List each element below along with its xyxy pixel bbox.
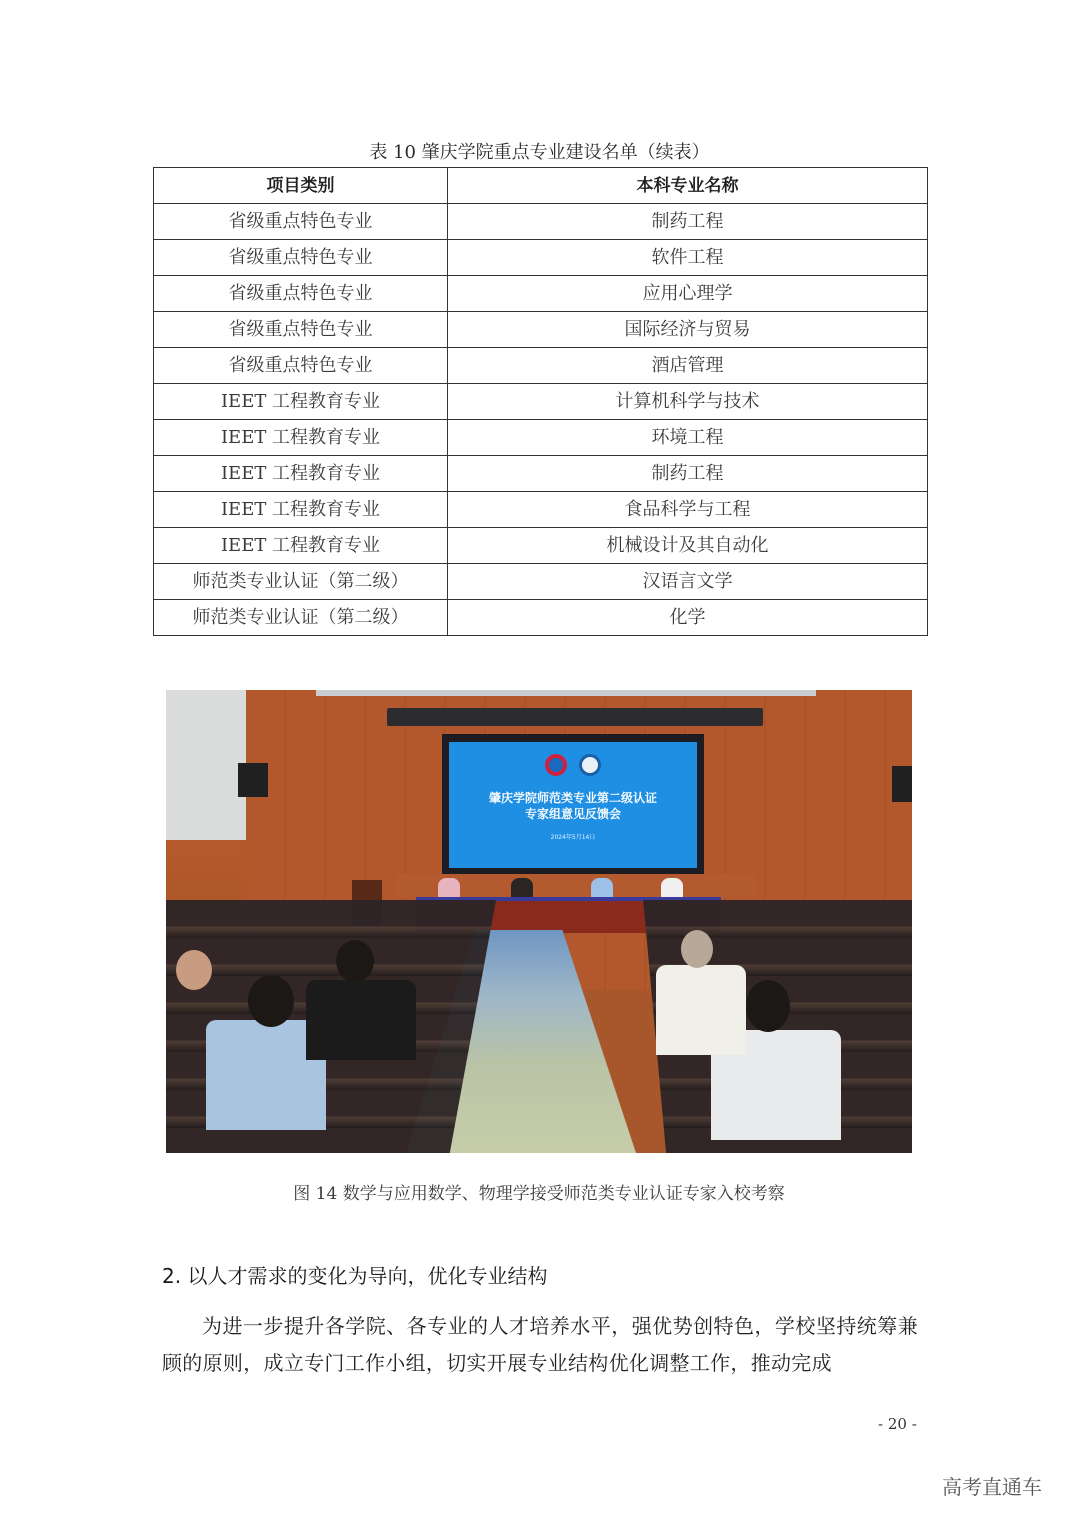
- table-row: [154, 564, 928, 600]
- page-number: - 20 -: [878, 1415, 917, 1433]
- cell-major: 计算机科学与技术: [448, 384, 928, 420]
- cell-category: 省级重点特色专业: [154, 276, 448, 312]
- cell-major: 国际经济与贸易: [448, 312, 928, 348]
- cell-major: 食品科学与工程: [448, 492, 928, 528]
- cell-category: 师范类专业认证（第二级）: [154, 564, 448, 600]
- key-majors-table: [153, 167, 928, 636]
- table-row: [154, 276, 928, 312]
- header-major-name: 本科专业名称: [448, 168, 928, 204]
- panelist: [661, 878, 683, 898]
- audience-head: [681, 930, 713, 968]
- cell-category: IEET 工程教育专业: [154, 456, 448, 492]
- cell-category: IEET 工程教育专业: [154, 492, 448, 528]
- cell-category: 省级重点特色专业: [154, 204, 448, 240]
- audience-member: [306, 980, 416, 1060]
- cell-major: 应用心理学: [448, 276, 928, 312]
- audience-head: [176, 950, 212, 990]
- figure-caption: 图 14 数学与应用数学、物理学接受师范类专业认证专家入校考察: [293, 1184, 785, 1204]
- table-caption: 表 10 肇庆学院重点专业建设名单（续表）: [369, 142, 710, 163]
- cell-major: 化学: [448, 600, 928, 636]
- audience-head: [746, 980, 790, 1032]
- university-logo-icon: [545, 754, 567, 776]
- cell-major: 软件工程: [448, 240, 928, 276]
- panelist: [591, 878, 613, 898]
- audience-member: [656, 965, 746, 1055]
- cell-category: IEET 工程教育专业: [154, 384, 448, 420]
- cell-category: IEET 工程教育专业: [154, 420, 448, 456]
- cell-major: 酒店管理: [448, 348, 928, 384]
- table-row: [154, 420, 928, 456]
- audience-head: [248, 975, 294, 1027]
- speaker-left-icon: [238, 763, 268, 797]
- cell-major: 制药工程: [448, 204, 928, 240]
- cell-major: 机械设计及其自动化: [448, 528, 928, 564]
- cell-category: 师范类专业认证（第二级）: [154, 600, 448, 636]
- table-row: [154, 204, 928, 240]
- section-heading: 2. 以人才需求的变化为导向，优化专业结构: [162, 1264, 548, 1288]
- white-wall: [166, 690, 246, 840]
- table-row: [154, 528, 928, 564]
- cell-category: 省级重点特色专业: [154, 240, 448, 276]
- table-row: [154, 312, 928, 348]
- table-row: [154, 492, 928, 528]
- table-header-row: [154, 168, 928, 204]
- cell-major: 环境工程: [448, 420, 928, 456]
- panelist: [511, 878, 533, 898]
- certification-logo-icon: [579, 754, 601, 776]
- sound-bar: [387, 708, 763, 726]
- table-row: [154, 600, 928, 636]
- screen-date: 2024年5月14日: [550, 834, 596, 841]
- cell-category: IEET 工程教育专业: [154, 528, 448, 564]
- panelist: [438, 878, 460, 898]
- speaker-right-icon: [892, 766, 912, 802]
- body-paragraph: 为进一步提升各学院、各专业的人才培养水平，强优势创特色，学校坚持统筹兼顾的原则，成立专门工作小组，切实开展专业结构优化调整工作，推动完成: [162, 1314, 918, 1375]
- watermark: 高考直通车: [942, 1475, 1042, 1499]
- table-row: [154, 456, 928, 492]
- logo-group: [545, 754, 601, 776]
- cell-category: 省级重点特色专业: [154, 348, 448, 384]
- table-row: [154, 240, 928, 276]
- header-category: 项目类别: [154, 168, 448, 204]
- table-row: [154, 384, 928, 420]
- audience-head: [336, 940, 374, 982]
- ceiling-lights: [316, 690, 816, 696]
- projection-screen: [449, 742, 697, 868]
- table-row: [154, 348, 928, 384]
- cell-major: 汉语言文学: [448, 564, 928, 600]
- screen-subtitle: 专家组意见反馈会: [524, 807, 621, 821]
- cell-category: 省级重点特色专业: [154, 312, 448, 348]
- screen-title: 肇庆学院师范类专业第二级认证: [488, 791, 657, 805]
- conference-photo: [166, 690, 912, 1153]
- cell-major: 制药工程: [448, 456, 928, 492]
